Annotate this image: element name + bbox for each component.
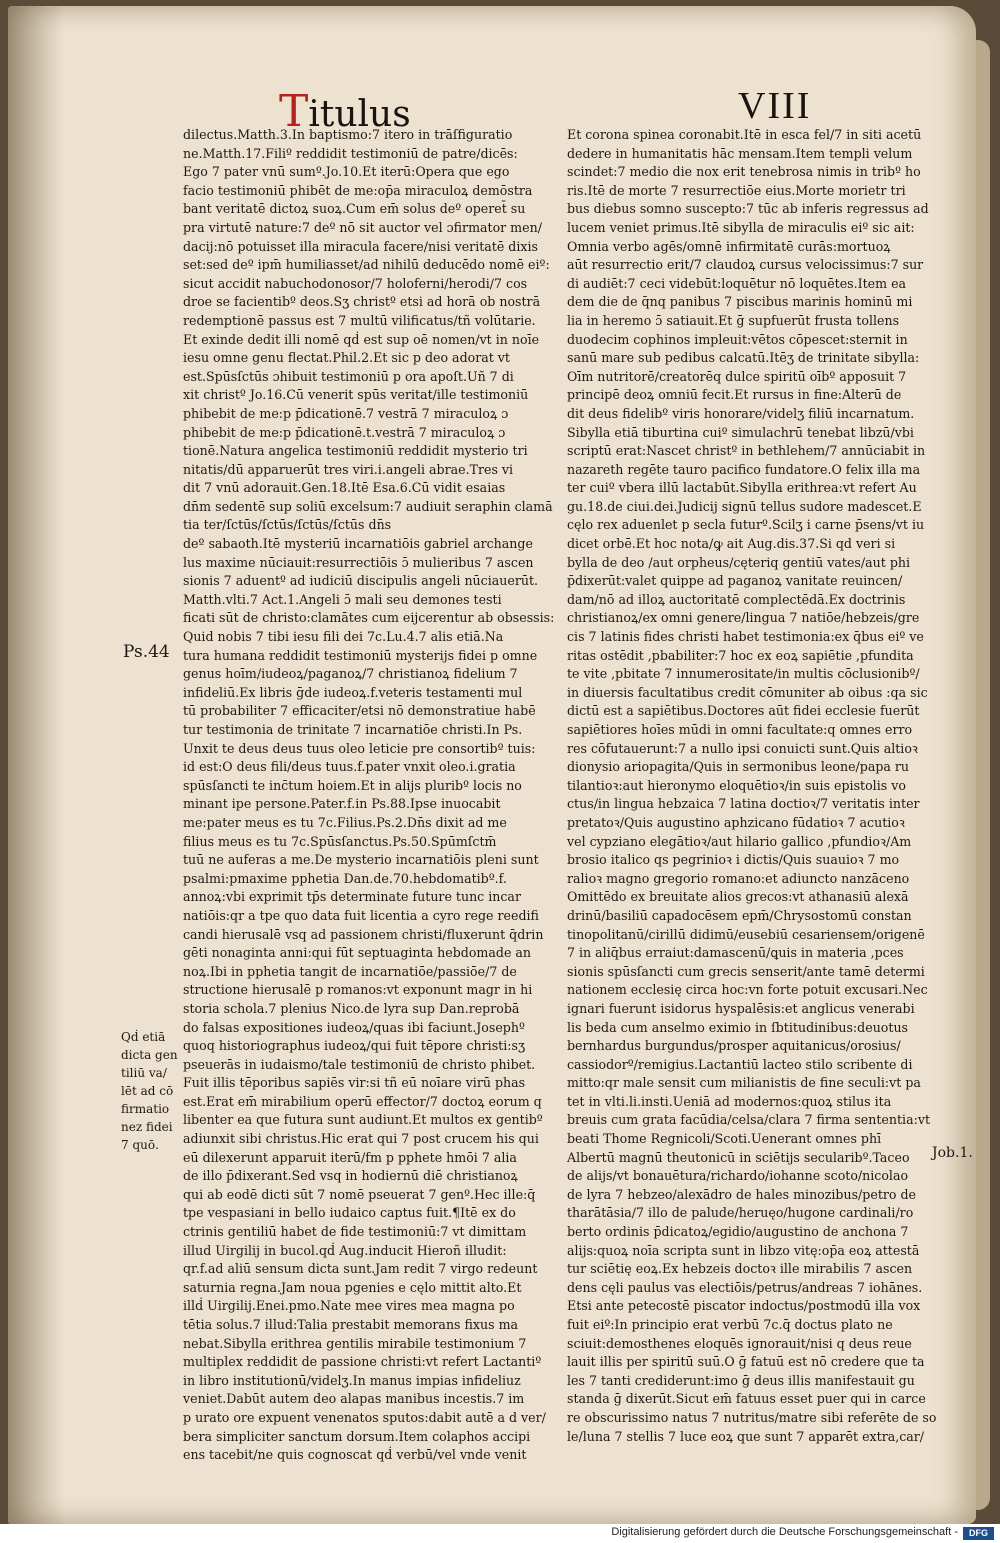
- right-column-line: Sibylla etiā tiburtina cuiº simulachrū tenebat libzū/vbi: [567, 424, 914, 440]
- left-column-line: qui ab eodē dicti sūt 7 nomē pseuerat 7 genº.Hec ille:q̄: [183, 1186, 536, 1202]
- left-column-line: dacij:nō potuisset illa miracula facere/nisi veritatē dixis: [183, 238, 538, 254]
- right-column-line: cassiodorº/remigius.Lactantiū lacteo stilo scribente di: [567, 1056, 913, 1072]
- right-column-line: dionysio ariopagita/Quis in sermonibus leone/papa ru: [567, 759, 910, 775]
- left-column-line: redemptionē passus est 7 multū vilificatus/tñ volūtarie.: [183, 312, 536, 328]
- left-column-line: genus hoīm/iudeoꝝ/paganoꝝ/7 christianoꝝ fidelium 7: [183, 666, 518, 682]
- right-column-line: dem die de q̄nq panibus 7 piscibus marinis hominū mi: [567, 294, 913, 310]
- margin-note-line: dicta gen: [121, 1048, 178, 1062]
- right-column-line: ritas ostēdit ,pbabiliter:7 hoc ex eoꝝ sapiētie ,pfundita: [567, 647, 914, 663]
- left-column-line: tpe vespasiani in bello iudaico captus fuit.¶Itē ex do: [183, 1205, 516, 1221]
- right-column-line: lis beda cum anselmo eximio in ſbtitudinibus:deuotus: [567, 1019, 909, 1035]
- left-column-line: nebat.Sibylla erithrea gentilis mirabile testimonium 7: [183, 1335, 527, 1351]
- left-column-line: set:sed deº ipm̄ humiliasset/ad nihilū deducēdo nomē eiº:: [183, 257, 550, 273]
- right-column-line: aūt resurrectio erit/7 claudoꝝ cursus velocissimus:7 sur: [567, 257, 924, 273]
- left-column-line: bera simpliciter sanctum dorsum.Item colaphos accipi: [183, 1428, 531, 1444]
- right-column-line: sciuit:demosthenes eloquēs ignorauit/nisi q deus reue: [567, 1335, 912, 1351]
- right-column-line: pretatoꝛ/Quis augustino aphzicano fūdatioꝛ 7 acutioꝛ: [567, 814, 905, 830]
- right-column-line: standa ḡ dixerūt.Sicut em̄ fatuus esset puer qui in carce: [567, 1391, 926, 1407]
- left-column-line: ne.Matth.17.Filiº reddidit testimoniū de patre/dicēs:: [183, 145, 518, 161]
- right-column-line: cis 7 latinis fides christi habet testimonia:ex q̄bus eiº ve: [567, 629, 924, 645]
- left-column-line: me:pater meus es tu 7c.Filius.Ps.2.Dn̄s dixit ad me: [183, 814, 507, 830]
- left-column-line: deº sabaoth.Itē mysteriū incarnatiōis gabriel archange: [183, 536, 533, 552]
- left-column-line: Et exinde dedit illi nomē qḋ est sup oē nomen/vt in noīe: [183, 331, 540, 347]
- text-column-right: [567, 126, 937, 1444]
- right-column-line: dens cęli paulus vas electiōis/petrus/andreas 7 iohānes.: [567, 1279, 923, 1295]
- right-column-line: ris.Itē de morte 7 resurrectiōe eius.Morte morietr tri: [567, 182, 906, 198]
- left-column-line: p urato ore expuent venenatos sputos:dabit autē a d ver/: [183, 1409, 546, 1425]
- left-column-line: qr.f.ad aliū sensum dicta sunt.Jam redit 7 virgo redeunt: [183, 1261, 538, 1277]
- left-column-line: infideliū.Ex libris ḡde iudeoꝝ.f.veteris testamenti mul: [183, 684, 523, 700]
- left-column-line: in libro institutionū/videlʒ.In manus impias infideliuz: [183, 1372, 521, 1388]
- right-column-line: christianoꝝ/ex omni genere/lingua 7 natiōe/hebzeis/gre: [567, 610, 920, 626]
- left-column-line: illud Uirgilij in bucol.qḋ Aug.inducit Hieroñ illudit:: [183, 1242, 507, 1258]
- footer-bar: [0, 1524, 1000, 1543]
- right-column-line: berto ordinis p̄dicatoꝝ/egidio/augustino de anchona 7: [567, 1224, 909, 1240]
- left-column-line: annoꝝ:vbi exprimit tp̄s determinate future tunc incar: [183, 889, 521, 905]
- left-column-line: xit christº Jo.16.Cū venerit spūs veritat/ille testimoniū: [183, 387, 529, 403]
- left-column-line: iesu omne genu flectat.Phil.2.Et sic p deo adorat vt: [183, 350, 510, 366]
- left-column-line: veniet.Dabūt autem deo alapas manibus incestis.7 im: [183, 1391, 525, 1407]
- right-column-line: beati Thome Regnicoli/Scoti.Uenerant omnes phī: [567, 1131, 882, 1147]
- left-column-line: spūsſancti te inc̄tum hoiem.Et in alijs pluribº locis no: [183, 777, 522, 793]
- right-column-line: bus diebus somno suscepto:7 tūc ab inferis regressus ad: [567, 201, 929, 217]
- right-column-line: Omnia verbo agēs/omnē infirmitatē curās:mortuoꝝ: [567, 238, 891, 254]
- left-column-line: filius meus es tu 7c.Spūsſanctus.Ps.50.Spūmſctm̄: [183, 833, 497, 849]
- left-column-line: Fuit illis tēporibus sapiēs vir:si tñ eū noīare virū phas: [183, 1075, 526, 1091]
- left-column-line: multiplex reddidit de passione christi:vt refert Lactantiº: [183, 1354, 542, 1370]
- right-column-line: de alijs/vt bonauētura/richardo/iohanne scoto/nicolao: [567, 1168, 909, 1184]
- right-column-line: alijs:quoꝝ noīa scripta sunt in libzo vitę:op̄a eoꝝ attestā: [567, 1242, 920, 1258]
- right-column-line: 7 in aliq̄bus erraiut:damascenū/ꝗuis in materia ,pces: [567, 945, 904, 961]
- left-column-line: ens tacebit/ne quis cognoscat qḋ verbū/vel vnde venit: [183, 1447, 527, 1463]
- right-column-line: nazareth regēte tauro pacifico fundatore.O felix illa ma: [567, 461, 921, 477]
- right-column-line: lia in heremo ɔ̄ satiauit.Et ḡ supfuerūt frusta tollens: [567, 312, 900, 328]
- left-column-line: candi hierusalē vsq ad passionem christi/fluxerunt q̄drin: [183, 926, 544, 942]
- right-column-line: principē deoꝝ omniū fecit.Et rursus in fine:Alterū de: [567, 387, 902, 403]
- dfg-logo: DFG: [963, 1527, 994, 1540]
- right-column-line: ignari fuerunt isidorus hyspalēsis:et anglicus venerabi: [567, 1000, 915, 1016]
- left-column-line: lus maxime nūciauit:resurrectiōis ɔ̄ mulieribus 7 ascen: [183, 554, 534, 570]
- binding-shadow: [8, 6, 64, 1524]
- right-column-line: tet in vlti.li.insti.Ueniā ad modernos:quoꝝ stilus ita: [567, 1093, 892, 1109]
- right-column-line: cęlo rex aduenlet p secla futurº.Scilʒ i carne p̄sens/vt iu: [567, 517, 925, 533]
- right-column-line: brosio italico qs pegrinioꝛ i dictis/Quis suauioꝛ 7 mo: [567, 852, 900, 868]
- right-column-line: bernhardus burgundus/prosper aquitanicus/orosius/: [567, 1038, 901, 1054]
- right-column-line: re obscurissimo natus 7 nutritus/matre sibi referēte de so: [567, 1409, 937, 1425]
- footer-credit: Digitalisierung gefördert durch die Deutsche Forschungsgemeinschaft -: [611, 1526, 958, 1538]
- left-column-line: droe se facientibº deos.Sʒ christº etsi ad horā ob nostrā: [183, 294, 541, 310]
- left-column-line: dit 7 vnū adorauit.Gen.18.Itē Esa.6.Cū vidit esaias: [183, 480, 506, 496]
- left-column-line: tū probabiliter 7 efficaciter/etsi nō demonstratiue habē: [183, 703, 536, 719]
- right-column-line: dam/nō ad illoꝝ auctoritatē complectēdā.Ex doctrinis: [567, 591, 906, 607]
- right-column-line: Albertū magnū theutonicū in sciētijs secularibº.Taceo: [567, 1149, 910, 1165]
- right-column-line: mitto:qr male sensit cum milianistis de fine seculi:vt pa: [567, 1075, 921, 1091]
- right-column-line: ralioꝛ magno gregorio romano:et adiuncto nanzāceno: [567, 870, 910, 886]
- left-column-line: phibebit de me:p p̄dicationē.7 vestrā 7 miraculoꝝ ɔ: [183, 405, 509, 421]
- right-column-line: dit deus fidelibº viris honorare/videlʒ filiū incarnatum.: [567, 405, 915, 421]
- right-column-line: gu.18.de ciui.dei.Judicij signū tellus sudore madescet.E: [567, 498, 922, 514]
- left-column-line: do falsas expositiones iudeoꝝ/quas ibi faciunt.Josephº: [183, 1019, 525, 1035]
- left-column-line: gēti nonaginta anni:qui fūt septuaginta hebdomade an: [183, 945, 532, 961]
- right-column-line: Omittēdo ex breuitate alios grecos:vt athanasiū alexā: [567, 889, 909, 905]
- left-column-line: Matth.vlti.7 Act.1.Angeli ɔ̄ mali seu demones testi: [183, 591, 502, 607]
- right-column-line: lucem veniet primus.Itē sibylla de miraculis eiº sic ait:: [567, 219, 915, 235]
- left-column-line: ficati sūt de christo:clamātes cum eijcerentur ab obsessis:: [183, 610, 555, 626]
- left-column-line: storia schola.7 plenius Nico.de lyra sup Dan.reprobā: [183, 1000, 520, 1016]
- left-column-line: psalmi:pmaxime pphetia Dan.de.70.hebdomatibº.f.: [183, 870, 507, 886]
- right-column-line: breuis cum grata facūdia/celsa/clara 7 firma sententia:vt: [567, 1112, 931, 1128]
- right-column-line: drinū/basiliū capadocēsem epm̄/Chrysostomū constan: [567, 907, 912, 923]
- right-column-line: de lyra 7 hebzeo/alexādro de hales minozibus/petro de: [567, 1186, 916, 1202]
- right-column-line: nationem ecclesię circa hoc:vn forte potuit excusari.Nec: [567, 982, 928, 998]
- margin-note-line: tiliū va/: [121, 1066, 167, 1080]
- left-column-line: de illo p̄dixerant.Sed vsq in hodiernū diē christianoꝝ: [183, 1168, 518, 1184]
- rubricated-initial: T: [279, 86, 309, 137]
- running-head-title: itulus: [308, 94, 411, 135]
- left-column-line: eū dilexerunt apparuit iterū/fm p pphete hmōi 7 alia: [183, 1149, 517, 1165]
- margin-note-line: 7 quō.: [121, 1138, 159, 1152]
- left-column-line: natiōis:qr a tpe quo data fuit licentia a cyro rege reedifi: [183, 907, 539, 923]
- right-column-line: sionis spūsſancti cum grecis senserit/ante tamē determi: [567, 963, 925, 979]
- right-column-line: duodecim cophinos impleuit:vētos cōpescet:sternit in: [567, 331, 908, 347]
- left-column-line: tuū ne auferas a me.De mysterio incarnatiōis pleni sunt: [183, 852, 539, 868]
- right-column-line: le/luna 7 stellis 7 luce eoꝝ que sunt 7 apparēt extra,car/: [567, 1428, 925, 1444]
- left-column-line: dn̄m sedentē sup soliū excelsum:7 audiuit seraphin clamā: [183, 498, 553, 514]
- margin-note-job: Job.1.: [932, 1145, 973, 1161]
- right-column-line: ter cuiº vbera illū lactabūt.Sibylla erithrea:vt refert Au: [567, 480, 917, 496]
- right-column-line: scindet:7 medio die nox erit tenebrosa nimis in tribº ho: [567, 164, 921, 180]
- left-column-line: noꝝ.Ibi in pphetia tangit de incarnatiōe/passiōe/7 de: [183, 963, 517, 979]
- right-column-line: sanū mare sub pedibus calcatū.Itēʒ de trinitate sibylla:: [567, 350, 920, 366]
- right-column-line: lauit illis per spiritū suū.O ḡ fatuū est nō credere que ta: [567, 1354, 925, 1370]
- left-column-line: est.Erat em̄ mirabilium operū effector/7 doctoꝝ eorum q: [183, 1093, 542, 1109]
- folio-number: VIII: [738, 85, 812, 127]
- left-column-line: illḋ Uirgilij.Enei.pmo.Nate mee vires mea magna po: [183, 1298, 515, 1314]
- left-column-line: libenter ea que futura sunt audiunt.Et multos ex gentibº: [183, 1112, 543, 1128]
- right-column-line: in diuersis facultatibus credit cōmuniter ab oibus :qa sic: [567, 684, 928, 700]
- left-column-line: nitatis/dū apparuerūt tres viri.i.angeli abrae.Tres vi: [183, 461, 514, 477]
- right-column-line: tilantioꝛ:aut hieronymo eloquētioꝛ/in suis epistolis vo: [567, 777, 906, 793]
- left-column-line: minant ipe persone.Pater.f.in Ps.88.Ipse inuocabit: [183, 796, 501, 812]
- left-column-line: bant veritatē dictoꝝ suoꝝ.Cum em̄ solus deº operet̄ su: [183, 201, 526, 217]
- left-column-line: Quid nobis 7 tibi iesu fili dei 7c.Lu.4.7 alis etiā.Na: [183, 629, 504, 645]
- right-column-line: di audiēt:7 ceci videbūt:loquētur nō loquētes.Item ea: [567, 275, 907, 291]
- left-column-line: sionis 7 aduentº ad iudiciū discipulis angeli nūciauerūt.: [183, 573, 539, 589]
- right-column-line: dicet orbē.Et hoc nota/ꝙ ait Aug.dis.37.Si qd veri si: [567, 536, 896, 552]
- right-column-line: bylla de deo /aut orpheus/cęteriq gentiū vates/aut phi: [567, 554, 911, 570]
- left-column-line: pra virtutē nature:7 deº nō sit auctor vel ɔfirmator men/: [183, 219, 542, 235]
- right-column-line: tur sciētię eoꝝ.Ex hebzeis doctoꝛ ille mirabilis 7 ascen: [567, 1261, 913, 1277]
- left-column-line: tionē.Natura angelica testimoniū reddidit mysterio tri: [183, 443, 528, 459]
- right-column-line: Oīm nutritorē/creatorēq dulce spiritū oībº apposuit 7: [567, 368, 907, 384]
- right-column-line: sapiētiores hoīes mūdi in omni facultate:q omnes erro: [567, 722, 913, 737]
- left-column-line: adiunxit sibi christus.Hic erat qui 7 post crucem his qui: [183, 1131, 539, 1147]
- right-column-line: tharātāsia/7 illo de palude/heruęo/hugone cardinali/ro: [567, 1205, 914, 1221]
- left-column-line: tētia solus.7 illud:Talia prestabit memorans fixus ma: [183, 1317, 519, 1332]
- right-column-line: tinopolitanū/cirillū didimū/eusebiū cesariensem/origenē: [567, 926, 925, 942]
- right-column-line: Etsi ante petecostē piscator indoctus/postmodū illa vox: [567, 1298, 921, 1314]
- left-column-line: tia ter/ſctūs/ſctūs/ſctūs/ſctūs dn̄s: [183, 517, 392, 533]
- right-column-line: les 7 tanti crediderunt:imo ḡ deus illis manifestauit gu: [567, 1372, 915, 1388]
- left-column-line: dilectus.Matth.3.In baptismo:7 itero in trāſfiguratio: [183, 127, 513, 142]
- right-column-line: Et corona spinea coronabit.Itē in esca fel/7 in siti acetū: [567, 127, 922, 142]
- right-column-line: dictū est a sapiētibus.Doctores aūt fidei ecclesie fuerūt: [567, 703, 920, 719]
- margin-note-line: Qḋ etiā: [121, 1030, 166, 1044]
- margin-note-gentiles: [121, 1028, 181, 1154]
- left-column-line: pseuerās in iudaismo/tale testimoniū de christo phibet.: [183, 1056, 536, 1072]
- margin-note-line: nez fidei: [121, 1120, 173, 1134]
- right-column-line: vel cypziano elegātioꝛ/aut hilario gallico ,pfundioꝛ/Am: [567, 833, 912, 849]
- right-column-line: p̄dixerūt:valet quippe ad paganoꝝ vanitate reuincen/: [567, 573, 903, 589]
- text-column-left: [183, 126, 555, 1463]
- right-column-line: te vite ,pbitate 7 innumerositate/in multis cōclusionibº/: [567, 666, 920, 682]
- left-column-line: id est:O deus fili/deus tuus.f.pater vnxit oleo.i.gratia: [183, 759, 516, 775]
- left-column-line: tur testimonia de trinitate 7 incarnatiōe christi.In Ps.: [183, 722, 523, 737]
- left-column-line: structione hierusalē p romanos:vt exponunt magr in hi: [183, 982, 533, 998]
- margin-note-line: lēt ad cō: [121, 1084, 174, 1098]
- right-column-line: fuit eiº:In principio erat verbū 7c.q̄ doctus plato ne: [567, 1317, 893, 1332]
- left-column-line: quoq historiographus iudeoꝝ/qui fuit tēpore christi:sʒ: [183, 1038, 526, 1054]
- right-column-line: dedere in humanitatis hāc mensam.Item templi velum: [567, 145, 913, 161]
- left-column-line: Ego 7 pater vnū sumº.Jo.10.Et iterū:Opera que ego: [183, 164, 510, 180]
- left-column-line: sicut accidit nabuchodonosor/7 holoferni/herodi/7 cos: [183, 275, 528, 291]
- left-column-line: saturnia regna.Jam noua pgenies e cęlo mittit alto.Et: [183, 1279, 522, 1295]
- left-column-line: tura humana reddidit testimoniū mysterijs fidei p omne: [183, 647, 538, 663]
- margin-note-line: firmatio: [121, 1102, 170, 1116]
- left-column-line: est.Spūsſctūs ɔhibuit testimoniū p ora apoſt.Uñ 7 di: [183, 368, 514, 384]
- margin-note-psalm: Ps.44: [123, 642, 170, 662]
- right-column-line: ctus/in lingua hebzaica 7 latina doctioꝛ/7 veritatis inter: [567, 796, 920, 812]
- left-column-line: Unxit te deus deus tuus oleo leticie pre consortibº tuis:: [183, 740, 536, 756]
- left-column-line: facio testimoniū phibēt de me:op̄a miraculoꝝ demōstra: [183, 182, 533, 198]
- left-column-line: ctrinis gentiliū habet de fide testimoniū:7 vt dimittam: [183, 1224, 527, 1240]
- right-column-line: scriptū erat:Nascet christº in bethlehem/7 annūciabit in: [567, 443, 926, 459]
- left-column-line: phibebit de me:p p̄dicationē.t.vestrā 7 miraculoꝝ ɔ: [183, 424, 506, 440]
- right-column-line: res cōfutauerunt:7 a nullo ipsi conuicti sunt.Quis altioꝛ: [567, 740, 918, 756]
